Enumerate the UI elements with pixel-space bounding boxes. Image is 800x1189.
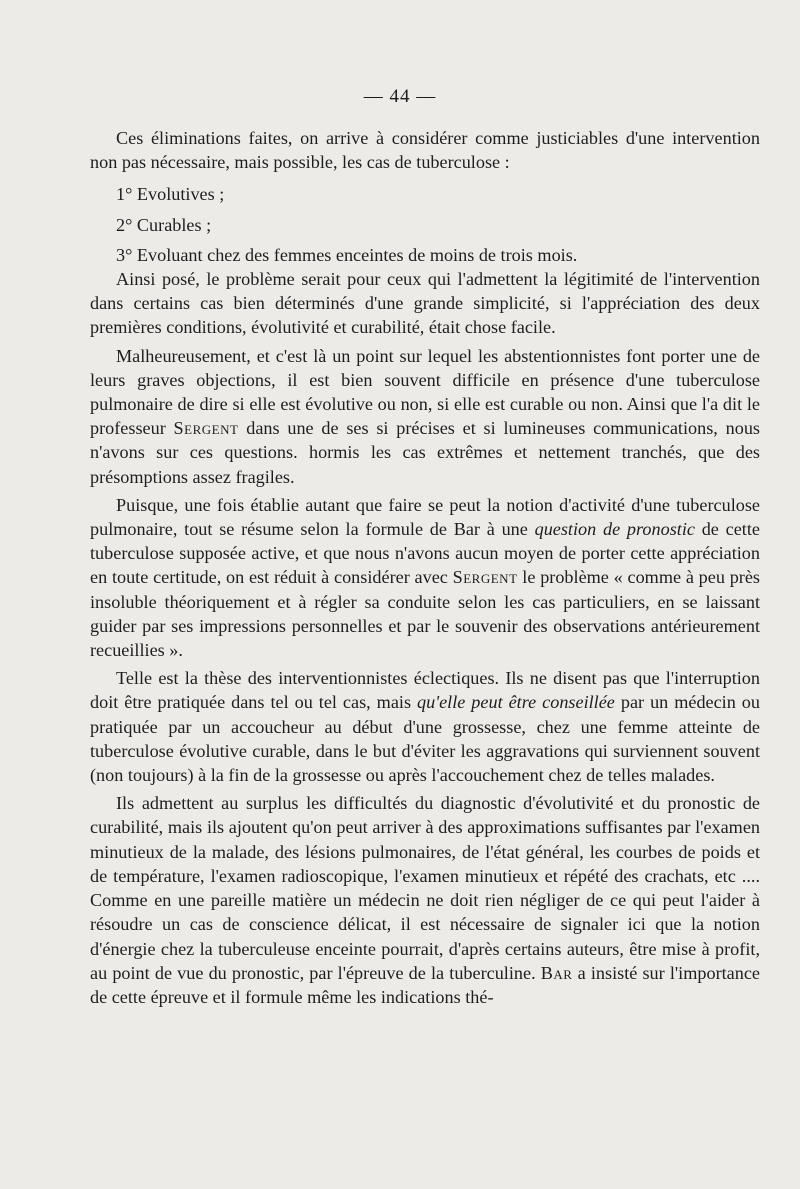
paragraph: Ainsi posé, le problème serait pour ceux qui l'admettent la légitimité de l'intervention dans certains cas bien déterminés d'une grande simplicité, si l'appréciation des deux premières conditions, évolutivité et curabilité, était chose facile. [90,269,760,338]
paragraph: Ces éliminations faites, on arrive à considérer comme justiciables d'une intervention non pas nécessaire, mais possible, les cas de tuberculose : [90,128,760,173]
list-item: 2° Curables ; [116,214,212,235]
paragraph-text: dans une de ses si précises et si lumineuses communications, nous n'avons sur ces questions. hormis les cas extrêmes et nettement tranchés, que des présomptions assez fragiles. [90,418,760,487]
paragraph-text: Puisque, une fois établie autant que faire se peut la notion d'activité d'une tuberculose pulmonaire, tout se résume selon la formule de Bar à une [90,494,760,540]
paragraph-text: a insisté sur l'importance de cette épreuve et il formule même les indications thé- [90,962,760,1007]
list-item: 3° Evoluant chez des femmes enceintes de moins de trois mois. [116,244,578,265]
author-name: Bar [540,962,573,983]
paragraph [90,666,760,787]
paragraph-text: de cette tuberculose supposée active, et que nous n'avons aucun moyen de porter cette appréciation en toute certitude, on est réduit à considérer avec [90,519,760,588]
paragraph-text: par un médecin ou pratiquée par un accoucheur au début d'une grossesse, chez une femme atteinte de tuberculose évolutive curable, dans le but d'éviter les aggravations qui surviennent souvent (non toujours) à la fin de la grossesse ou après l'accouchement chez de telles malades. [90,692,760,786]
italic-phrase: qu'elle peut être conseillée [417,692,615,713]
paragraph-text: le problème « comme à peu près insoluble théoriquement et à régler sa conduite selon les cas particuliers, en se laissant guider par ses impressions personnelles et par le souvenir des observations antérieurement recueillies ». [90,567,761,661]
paragraph-text: Telle est la thèse des interventionnistes éclectiques. Ils ne disent pas que l'interruption doit être pratiquée dans tel ou tel cas, mais [90,668,760,713]
list-item: 1° Evolutives ; [116,184,225,205]
paragraph [90,493,760,662]
body-text [90,126,760,1009]
paragraph [90,344,760,489]
paragraph-text: Malheureusement, et c'est là un point sur lequel les abstentionnistes font porter une de leurs graves objections, il est bien souvent difficile en présence d'une tuberculose pulmonaire de dire si elle est évolutive ou non, si elle est curable ou non. Ainsi que l'a dit le professeur [90,345,760,439]
author-name: Sergent [173,418,239,439]
author-name: Sergent [452,567,518,588]
paragraph-text: Ils admettent au surplus les difficultés du diagnostic d'évolutivité et du pronostic de curabilité, mais ils ajoutent qu'on peut arriver à des approximations suffisantes par l'examen minutieux de la malade, des lésions pulmonaires, de l'état général, les courbes de poids et de température, l'examen radioscopique, l'examen minutieux et répété des crachats, etc .... Comme en une pareille matière un médecin ne doit rien négliger de ce qui peut l'aider à résoudre un cas de conscience délicat, il est nécessaire de signaler ici que la notion d'énergie chez la tuberculeuse enceinte pourrait, d'après certains auteurs, être mise à profit, au point de vue du pronostic, par l'épreuve de la tuberculine. [90,793,760,983]
paragraph [90,791,760,1009]
italic-phrase: question de pronostic [534,519,695,540]
page-number: — 44 — [363,86,437,107]
